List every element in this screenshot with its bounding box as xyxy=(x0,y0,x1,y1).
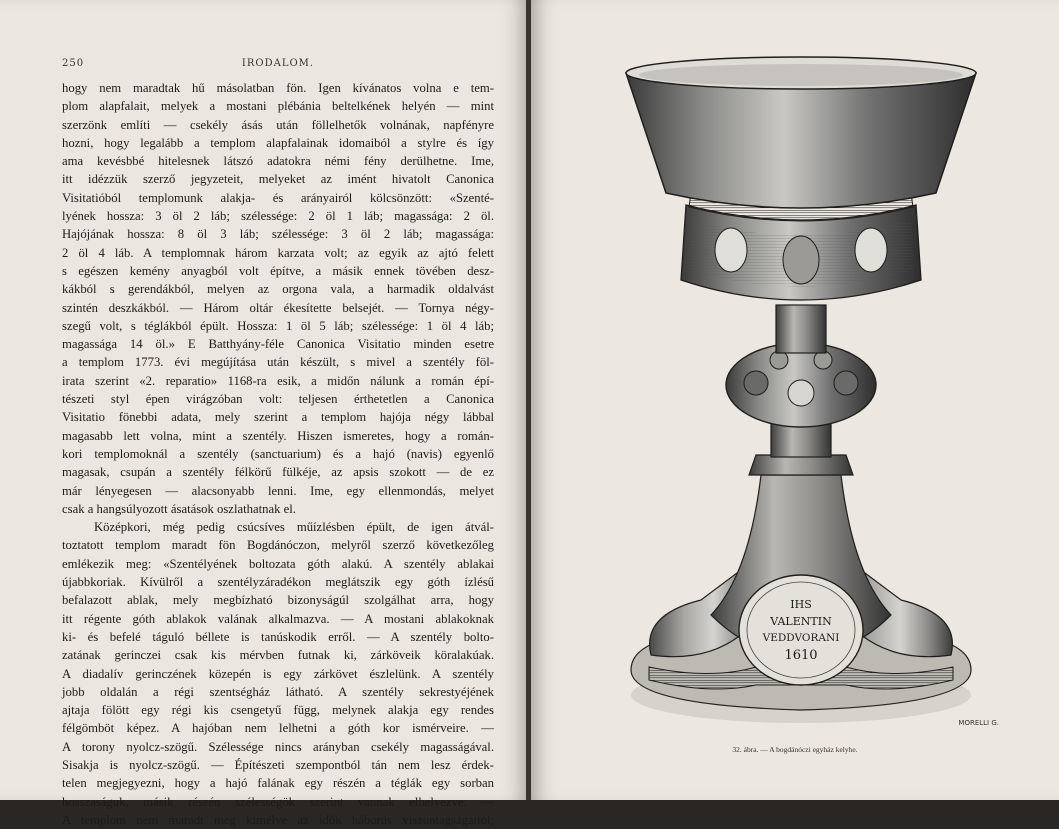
text-line: 2 öl 4 láb. A templomnak három karzata volt; az egyik az ajtó felett xyxy=(62,245,494,260)
inscription-line: 1610 xyxy=(784,648,818,663)
text-line: a templom 1773. évi megújítása után készült, s mivel a szentély föl- xyxy=(62,355,494,370)
text-line: félgömböt képez. A hajóban nem lelhetni a góth kor ismérveire. — xyxy=(62,721,494,736)
page-number: 250 xyxy=(62,58,85,69)
text-line: telen megjegyezni, hogy a hajó falának egy részén a téglák egy sorban xyxy=(62,776,494,791)
text-line: hogy nem maradtak hű másolatban fön. Igen kívánatos volna e tem- xyxy=(62,81,494,95)
text-line: s egészen kemény anyagból volt építve, a másik ennek tövében desz- xyxy=(62,263,494,278)
chalice-engraving xyxy=(591,55,1011,735)
text-line: befalazott ablak, mely megbízható bizonyságúl szolgálhat arra, hogy xyxy=(62,593,494,608)
text-line: A diadalív gerinczének közepén is egy zárkövet észlelünk. A szentély xyxy=(62,666,494,681)
text-line: A templom nem maradt meg kímélve az idők háborús viszontagságaitól; xyxy=(62,812,494,827)
artist-signature: MORELLI G. xyxy=(958,719,999,727)
text-line: hozni, hogy legalább a templom alapfalainak idomaiból a stylre és így xyxy=(62,135,494,150)
text-line: Sisakja is nyolcz-szögű. — Építészeti szempontból tán nem lesz érdek- xyxy=(62,757,494,772)
text-line: ki- és befelé táguló béllete is tanúskodik erről. — A szentély bolto- xyxy=(62,629,494,644)
text-line: A torony nyolcz-szögű. Szélessége nincs arányban csekély magasságával. xyxy=(62,739,494,754)
text-line: szegű volt, s téglákból épült. Hossza: 1 öl 5 láb; szélessége: 1 öl 4 láb; xyxy=(62,318,494,333)
text-line: újabbkoriak. Kívülről a szentélyzáradékon meglátszik egy góth ízlésű xyxy=(62,575,494,590)
text-line: toztatott templom maradt fön Bogdánóczon, melyről szerző következőleg xyxy=(62,538,494,553)
text-line: szintén deszkákból. — Három oltár ékesítette belsejét. — Tornya négy- xyxy=(62,300,494,315)
text-line: itt idézzük szerző jegyzeteit, melyeket az imént hivatolt Canonica xyxy=(62,172,494,187)
text-line: csak a hangsúlyozott ásatások oszlathatnak el. xyxy=(62,501,296,516)
text-line: lyének hossza: 3 öl 2 láb; szélessége: 2 öl 1 láb; magassága: 2 öl. xyxy=(62,209,494,224)
text-line: szerzönk említi — csekély ásás után föllelhetők volnának, napfényre xyxy=(62,117,494,132)
inscription-line: VEDDVORANI xyxy=(762,632,840,644)
text-line: magassága 14 öl.» E Batthyány-féle Canonica Visitatio minden esetre xyxy=(62,337,494,352)
text-line: Hajójának hossza: 8 öl 3 láb; szélessége: 3 öl 2 láb; magassága: xyxy=(62,227,494,242)
text-line: Visitatio fönebbi adata, mely szerint a templom hajója négy lábbal xyxy=(62,410,494,425)
text-line: plom alapfalait, melyek a mostani plébánia beltelkének helyén — mint xyxy=(62,99,494,114)
figure-caption: 32. ábra. — A bogdánóczi egyház kelyhe. xyxy=(732,745,858,754)
text-line: kori templomoknál a szentély (sanctuarium) és a hajó (navis) egyenlő xyxy=(62,446,494,461)
text-line: már lényegesen — alacsonyabb lenni. Ime, egy ellenmondás, melyet xyxy=(62,483,494,498)
inscription-line: VALENTIN xyxy=(770,615,832,628)
text-line: emlékezik meg: «Szentélyének boltozata góth alakú. A szentély ablakai xyxy=(62,556,494,571)
text-line: jobb oldalán a régi szentségház látható. A szentély sekrestyéjének xyxy=(62,684,494,699)
text-line: Visitatióból templomunk alakja- és arányairól kölcsönzött: «Szenté- xyxy=(62,190,494,205)
text-line: irata szerint «2. reparatio» 1168-ra esik, a midőn nálunk a román épí- xyxy=(62,373,494,388)
right-page xyxy=(531,0,1059,800)
text-line: tészeti styl épen virágzóban volt: teljesen érthetetlen a Canonica xyxy=(62,392,494,407)
text-line: hosszaságuk, másik részén szélességök szerint vannak elhelyezve. — xyxy=(62,794,494,809)
text-line: ama kevésbbé hitelesnek látszó adatokra némi fény derülhetne. Ime, xyxy=(62,154,494,169)
text-line: Középkori, még pedig csúcsíves műízlésben épült, de igen átvál- xyxy=(94,520,494,535)
text-line: kákból s gerendákból, melyen az orgona vala, a harmadik oldalvást xyxy=(62,282,494,297)
body-text xyxy=(62,79,494,829)
text-line: magasabb lett volna, mint a szentély. Hiszen ismeretes, hogy a román- xyxy=(62,428,494,443)
text-line: itt régente góth ablakok valának alkalmazva. — A mostani ablakoknak xyxy=(62,611,494,626)
text-line: ajtaja fölött egy régi kis csengetyű függ, melynek alakja egy rendes xyxy=(62,703,494,718)
left-page xyxy=(0,0,528,827)
text-line: magasak, csupán a szentély félkörű fülkéje, az apsis szokott — de ez xyxy=(62,465,494,480)
inscription-line: IHS xyxy=(790,598,812,611)
text-line: zatának gerinczei csak kis mérvben futnak ki, zárköveik köralakúak. xyxy=(62,648,494,663)
running-head-title: IRODALOM. xyxy=(241,58,315,69)
